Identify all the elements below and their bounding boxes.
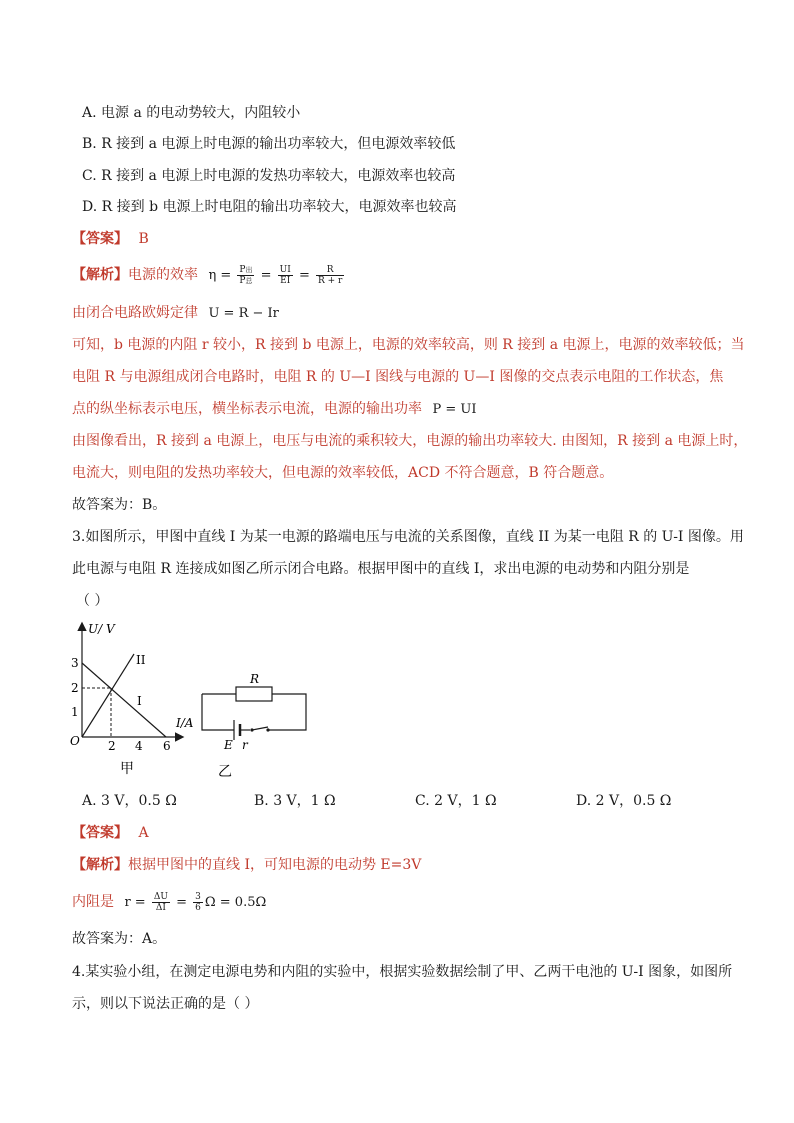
q2-analysis-line-7: 电流大，则电阻的发热功率较大，但电源的效率较低，ACD 不符合题意，B 符合题意。 bbox=[72, 465, 614, 481]
q4-stem-line-2: 示，则以下说法正确的是（ ） bbox=[72, 996, 259, 1012]
fraction: $\frac{UI}{EI}$ bbox=[279, 265, 291, 286]
y-axis-label: U/ V bbox=[88, 622, 115, 636]
analysis-tag: 【解析】 bbox=[72, 857, 128, 873]
switch-blade bbox=[252, 727, 268, 730]
line-i bbox=[82, 663, 166, 737]
q2-analysis-line-5: 点的纵坐标表示电压，横坐标表示电流，电源的输出功率 P = UI bbox=[72, 401, 477, 417]
q3-stem-line-2: 此电源与电阻 R 连接成如图乙所示闭合电路。根据甲图中的直线 I，求出电源的电动势和内阻分别是 bbox=[72, 561, 690, 577]
x-tick-label: 6 bbox=[163, 739, 171, 753]
q3-option-a: A. 3 V，0.5 Ω bbox=[82, 793, 177, 809]
figure-jia-graph bbox=[64, 616, 194, 786]
q3-option-d: D. 2 V，0.5 Ω bbox=[576, 793, 672, 809]
resistor-label: R bbox=[250, 672, 260, 686]
fraction: $\frac{3}{6}$ bbox=[195, 892, 201, 913]
analysis-tag: 【解析】 bbox=[72, 267, 128, 283]
q2-option-d: D. R 接到 b 电源上时电阻的输出功率较大，电源效率也较高 bbox=[82, 199, 457, 215]
fraction: $\frac{R}{R + r}$ bbox=[318, 265, 343, 286]
answer-value: B bbox=[138, 231, 149, 247]
q2-conclusion: 故答案为：B。 bbox=[72, 497, 167, 513]
line-ii-label: II bbox=[136, 653, 146, 667]
line-ii bbox=[82, 654, 134, 737]
analysis-text: 电源的效率 bbox=[128, 267, 198, 283]
q2-analysis-line-6: 由图像看出，R 接到 a 电源上，电压与电流的乘积较大，电源的输出功率较大. 由图知，R 接到 a 电源上时， bbox=[72, 433, 748, 449]
q3-option-c: C. 2 V，1 Ω bbox=[415, 793, 497, 809]
emf-label: E bbox=[224, 738, 233, 752]
q2-analysis-line-1 bbox=[72, 265, 346, 286]
answer-value: A bbox=[138, 825, 149, 841]
q2-option-a: A. 电源 a 的电动势较大，内阻较小 bbox=[82, 105, 301, 121]
y-tick-label: 3 bbox=[71, 656, 79, 670]
x-axis-label: I/A bbox=[176, 716, 194, 730]
y-tick-label: 1 bbox=[71, 705, 79, 719]
switch-terminal bbox=[266, 728, 269, 731]
fraction: $\frac{\text{P出}}{\text{P总}}$ bbox=[239, 265, 253, 286]
q3-option-b: B. 3 V，1 Ω bbox=[254, 793, 336, 809]
answer-tag: 【答案】 bbox=[72, 825, 128, 841]
q2-analysis-line-2: 由闭合电路欧姆定律 U = R − Ir bbox=[72, 305, 279, 321]
q3-analysis-line-2: 内阻是 r = $\frac{\Delta U}{\Delta I}$ = $\frac{3}{6}$ Ω = 0.5Ω bbox=[72, 892, 267, 913]
efficiency-formula: η = $\frac{\text{P出}}{\text{P总}}$ = $\frac{UI}{EI}$ = $\frac{R}{R + r}$ bbox=[208, 265, 343, 286]
figure-caption: 甲 bbox=[120, 761, 134, 777]
q4-stem-line-1: 4.某实验小组，在测定电源电势和内阻的实验中，根据实验数据绘制了甲、乙两干电池的 U-I 图象，如图所 bbox=[72, 964, 733, 980]
x-tick-label: 4 bbox=[135, 739, 143, 753]
origin-label: O bbox=[70, 734, 80, 748]
resistance-formula: r = $\frac{\Delta U}{\Delta I}$ = $\frac{3}{6}$ Ω = 0.5Ω bbox=[124, 892, 267, 913]
q3-analysis-line-1: 【解析】根据甲图中的直线 I，可知电源的电动势 E=3V bbox=[72, 857, 422, 873]
fraction: $\frac{\Delta U}{\Delta I}$ bbox=[153, 892, 168, 913]
line-i-label: I bbox=[137, 694, 142, 708]
q3-conclusion: 故答案为：A。 bbox=[72, 931, 167, 947]
x-tick-label: 2 bbox=[108, 739, 116, 753]
q3-answer bbox=[72, 823, 149, 843]
resistor bbox=[236, 687, 272, 701]
y-tick-label: 2 bbox=[71, 681, 79, 695]
q2-option-b: B. R 接到 a 电源上时电源的输出功率较大，但电源效率较低 bbox=[82, 136, 456, 152]
internal-resistance-label: r bbox=[242, 738, 248, 752]
q2-analysis-line-3: 可知，b 电源的内阻 r 较小，R 接到 b 电源上，电源的效率较高，则 R 接到 a 电源上，电源的效率较低；当 bbox=[72, 337, 745, 353]
q2-option-c: C. R 接到 a 电源上时电源的发热功率较大，电源效率也较高 bbox=[82, 168, 456, 184]
figure-caption: 乙 bbox=[218, 764, 232, 780]
q2-answer bbox=[72, 229, 149, 249]
q3-stem-line-1: 3.如图所示，甲图中直线 I 为某一电源的路端电压与电流的关系图像，直线 II 为某一电阻 R 的 U-I 图像。用 bbox=[72, 529, 744, 545]
q2-analysis-line-4: 电阻 R 与电源组成闭合电路时，电阻 R 的 U—I 图线与电源的 U—I 图像的交点表示电阻的工作状态，焦 bbox=[72, 369, 724, 385]
answer-tag: 【答案】 bbox=[72, 231, 128, 247]
figure-yi-circuit bbox=[196, 668, 316, 784]
q3-stem-blank: （ ） bbox=[76, 593, 109, 609]
